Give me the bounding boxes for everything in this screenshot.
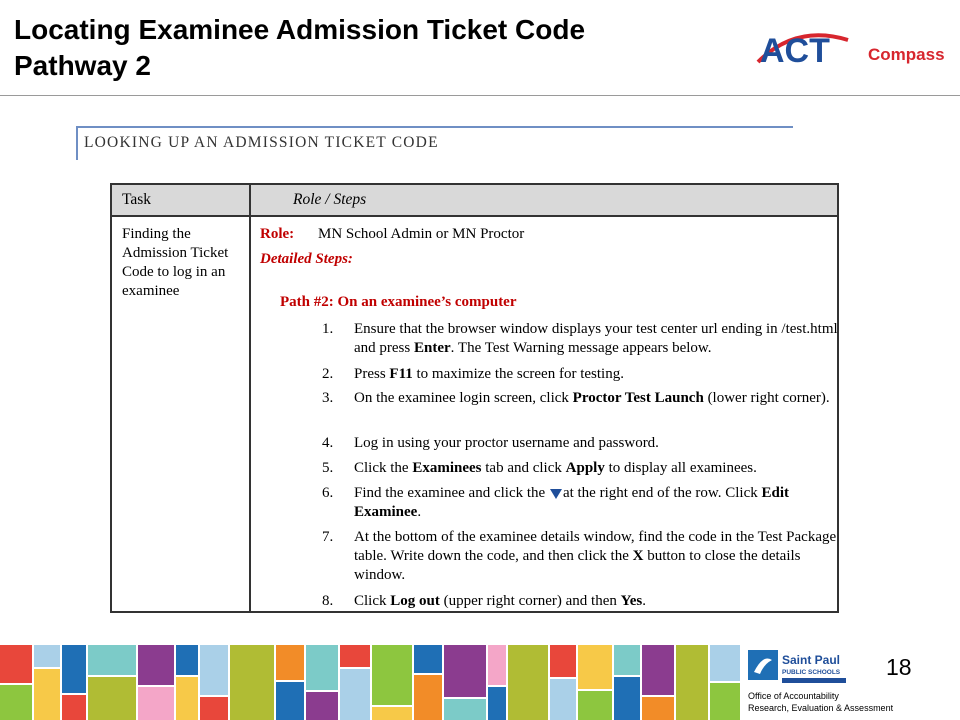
step-text: Ensure that the browser window displays your test center url ending in /test.html and press Enter. The Test Warning message appears below. xyxy=(354,321,838,356)
step-number: 5. xyxy=(322,460,334,476)
role-line xyxy=(260,226,525,243)
step-number: 7. xyxy=(322,529,334,545)
school-sub: PUBLIC SCHOOLS xyxy=(782,669,841,676)
triangle-down-icon xyxy=(550,489,562,499)
section-heading-box xyxy=(76,126,793,160)
act-compass-logo xyxy=(756,28,951,68)
office-line1: Office of Accountability xyxy=(748,691,839,701)
office-label xyxy=(748,690,893,714)
table-header xyxy=(112,185,837,217)
task-description xyxy=(122,225,247,301)
header-task: Task xyxy=(122,191,152,208)
school-name: Saint Paul xyxy=(782,653,841,667)
task-line: examinee xyxy=(122,283,180,299)
footer-color-mosaic xyxy=(0,645,740,720)
slide-title-line2: Pathway 2 xyxy=(14,50,151,81)
page-number: 18 xyxy=(886,654,912,680)
step-text: Click the Examinees tab and click Apply to display all examinees. xyxy=(354,460,757,476)
step-number: 2. xyxy=(322,366,334,382)
saint-paul-logo xyxy=(748,650,848,688)
step-number: 4. xyxy=(322,435,334,451)
step-number: 1. xyxy=(322,321,334,337)
office-line2: Research, Evaluation & Assessment xyxy=(748,703,894,713)
step-number: 8. xyxy=(322,593,334,609)
task-line: Finding the xyxy=(122,226,191,242)
step-text: Press F11 to maximize the screen for testing. xyxy=(354,366,624,382)
task-line: Admission Ticket xyxy=(122,245,229,261)
role-label: Role: xyxy=(260,226,295,242)
step-text: Click Log out (upper right corner) and then Yes. xyxy=(354,593,647,609)
title-divider xyxy=(0,95,960,96)
step-text: On the examinee login screen, click Proctor Test Launch (lower right corner). xyxy=(354,390,830,406)
task-table xyxy=(110,183,839,613)
task-line: Code to log in an xyxy=(122,264,226,280)
step-text: Log in using your proctor username and password. xyxy=(354,435,659,451)
step-number: 3. xyxy=(322,390,334,406)
compass-logo-text: Compass xyxy=(868,45,945,64)
step-text: At the bottom of the examinee details window, find the code in the Test Package table. Write down the code, and then click the X button to close the details window. xyxy=(354,529,837,583)
slide-title xyxy=(14,12,714,84)
step-text: Find the examinee and click the at the right end of the row. Click Edit Examinee. xyxy=(354,485,790,520)
step-number: 6. xyxy=(322,485,334,501)
role-value: MN School Admin or MN Proctor xyxy=(318,226,525,242)
act-logo-text: ACT xyxy=(760,32,830,68)
column-divider xyxy=(249,185,251,611)
slide-title-line1: Locating Examinee Admission Ticket Code xyxy=(14,14,586,45)
section-heading: LOOKING UP AN ADMISSION TICKET CODE xyxy=(84,134,439,151)
path-heading: Path #2: On an examinee’s computer xyxy=(280,294,517,310)
detailed-steps-label: Detailed Steps: xyxy=(260,251,353,267)
header-role-steps: Role / Steps xyxy=(293,191,367,208)
